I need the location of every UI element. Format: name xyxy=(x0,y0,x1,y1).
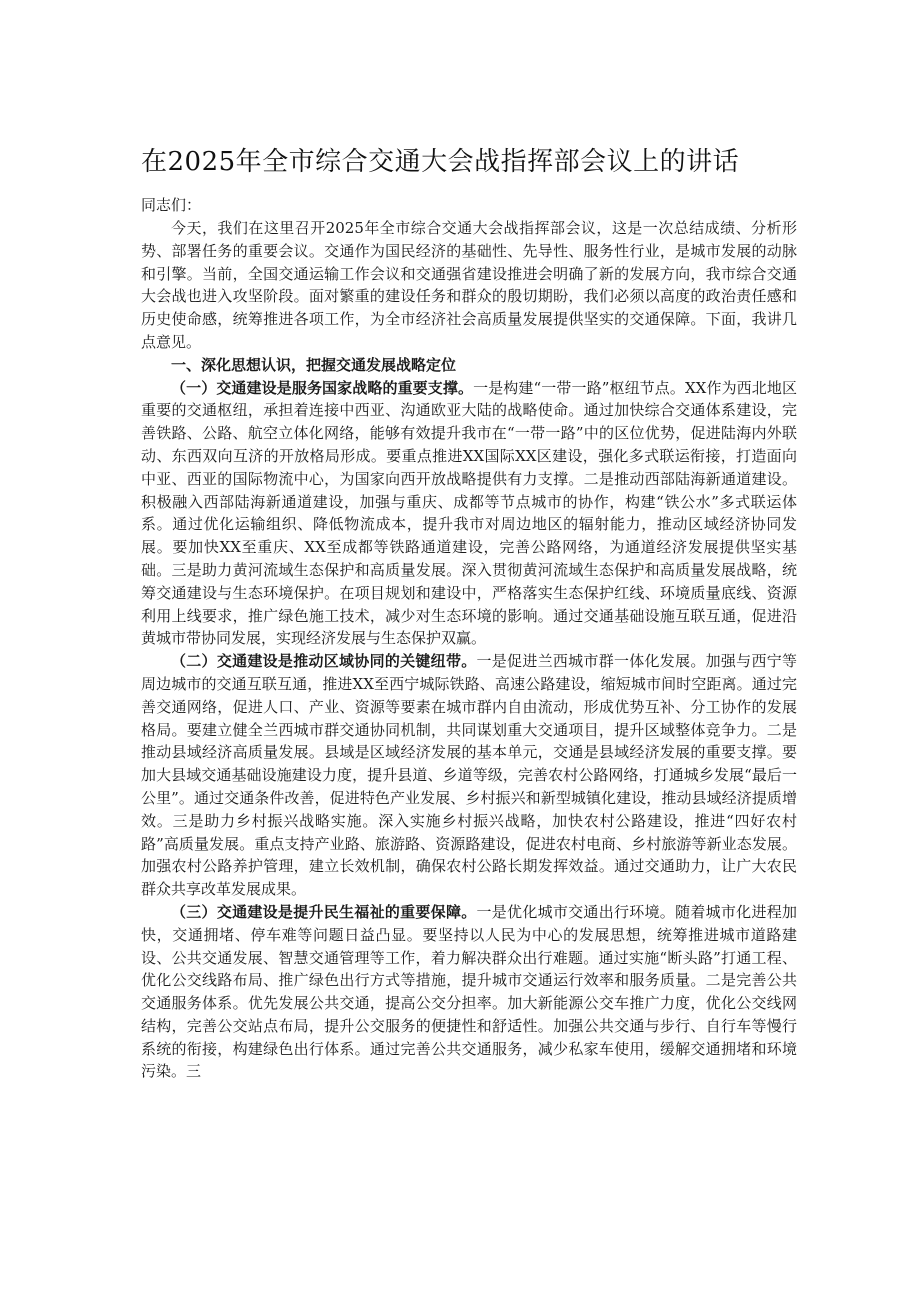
intro-paragraph: 今天，我们在这里召开2025年全市综合交通大会战指挥部会议，这是一次总结成绩、分析形势、部署任务的重要会议。交通作为国民经济的基础性、先导性、服务性行业，是城市发展的动脉和引擎。当前，全国交通运输工作会议和交通强省建设推进会明确了新的发展方向，我市综合交通大会战也进入攻坚阶段。面对繁重的建设任务和群众的殷切期盼，我们必须以高度的政治责任感和历史使命感，统筹推进各项工作，为全市经济社会高质量发展提供坚实的交通保障。下面，我讲几点意见。 xyxy=(141,219,797,351)
subsection-3-body: 一是优化城市交通出行环境。随着城市化进程加快，交通拥堵、停车难等问题日益凸显。要坚持以人民为中心的发展思想，统筹推进城市道路建设、公共交通发展、智慧交通管理等工作，着力解决群众出行难题。通过实施“断头路”打通工程、优化公交线路布局、推广绿色出行方式等措施，提升城市交通运行效率和服务质量。二是完善公共交通服务体系。优先发展公共交通，提高公交分担率。加大新能源公交车推广力度，优化公交线网结构，完善公交站点布局，提升公交服务的便捷性和舒适性。加强公共交通与步行、自行车等慢行系统的衔接，构建绿色出行体系。通过完善公共交通服务，减少私家车使用，缓解交通拥堵和环境污染。三 xyxy=(141,902,797,1081)
subsection-2-body: 一是促进兰西城市群一体化发展。加强与西宁等周边城市的交通互联互通，推进XX至西宁城际铁路、高速公路建设，缩短城市间时空距离。通过完善交通网络，促进人口、产业、资源等要素在城市群内自由流动，形成优势互补、分工协作的发展格局。要建立健全兰西城市群交通协同机制，共同谋划重大交通项目，提升区域整体竞争力。二是推动县域经济高质量发展。县域是区域经济发展的基本单元，交通是县域经济发展的重要支撑。要加大县域交通基础设施建设力度，提升县道、乡道等级，完善农村公路网络，打通城乡发展“最后一公里”。通过交通条件改善，促进特色产业发展、乡村振兴和新型城镇化建设，推动县域经济提质增效。三是助力乡村振兴战略实施。深入实施乡村振兴战略，加快农村公路建设，推进“四好农村路”高质量发展。重点支持产业路、旅游路、资源路建设，促进农村电商、乡村旅游等新业态发展。加强农村公路养护管理，建立长效机制，确保农村公路长期发挥效益。通过交通助力，让广大农民群众共享改革发展成果。 xyxy=(141,652,797,899)
document-title: 在2025年全市综合交通大会战指挥部会议上的讲话 xyxy=(141,147,740,177)
section-heading-1: 一、深化思想认识，把握交通发展战略定位 xyxy=(171,355,457,374)
subsection-1-body: 一是构建“一带一路”枢纽节点。XX作为西北地区重要的交通枢纽，承担着连接中西亚、沟通欧亚大陆的战略使命。通过加快综合交通体系建设，完善铁路、公路、航空立体化网络，能够有效提升我市在“一带一路”中的区位优势，促进陆海内外联动、东西双向互济的开放格局形成。要重点推进XX国际XX区建设，强化多式联运衔接，打造面向中亚、西亚的国际物流中心，为国家向西开放战略提供有力支撑。二是推动西部陆海新通道建设。积极融入西部陆海新通道建设，加强与重庆、成都等节点城市的协作，构建“铁公水”多式联运体系。通过优化运输组织、降低物流成本，提升我市对周边地区的辐射能力，推动区域经济协同发展。要加快XX至重庆、XX至成都等铁路通道建设，完善公路网络，为通道经济发展提供坚实基础。三是助力黄河流域生态保护和高质量发展。深入贯彻黄河流域生态保护和高质量发展战略，统筹交通建设与生态环境保护。在项目规划和建设中，严格落实生态保护红线、环境质量底线、资源利用上线要求，推广绿色施工技术，减少对生态环境的影响。通过交通基础设施互联互通，促进沿黄城市带协同发展，实现经济发展与生态保护双赢。 xyxy=(141,378,797,648)
subsection-1-lead: （一）交通建设是服务国家战略的重要支撑。 xyxy=(171,378,474,397)
subsection-2-lead: （二）交通建设是推动区域协同的关键纽带。 xyxy=(171,652,477,671)
subsection-2-paragraph xyxy=(141,650,797,901)
subsection-1-paragraph xyxy=(141,377,797,651)
subsection-3-paragraph xyxy=(141,901,797,1083)
salutation: 同志们： xyxy=(141,196,202,214)
subsection-3-lead: （三）交通建设是提升民生福祉的重要保障。 xyxy=(171,902,477,921)
document-page xyxy=(141,140,797,1083)
